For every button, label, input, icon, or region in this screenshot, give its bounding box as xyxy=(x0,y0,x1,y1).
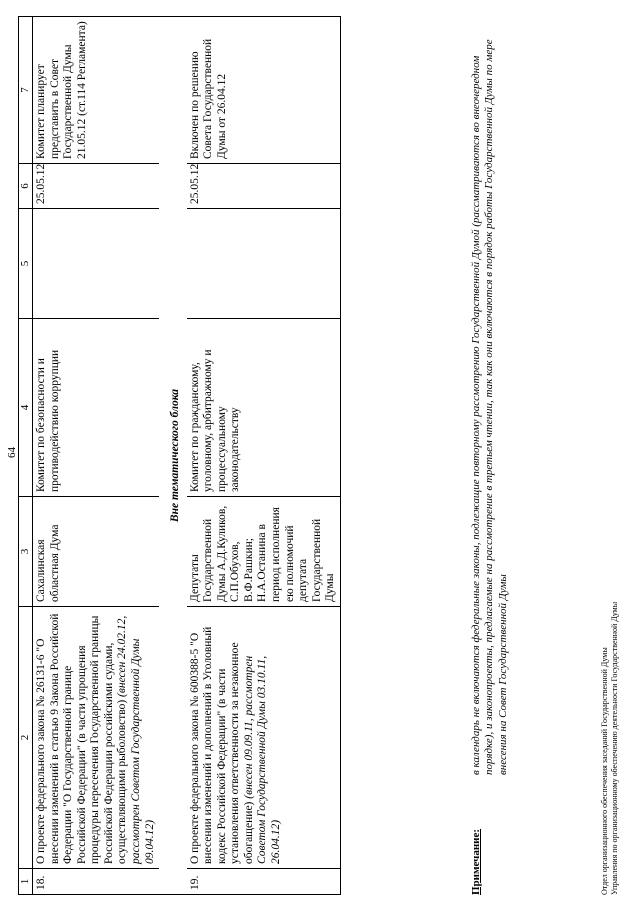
bill-cell xyxy=(33,607,160,869)
header-row xyxy=(19,17,33,895)
date-cell: 25.05.12 xyxy=(33,164,160,209)
col5-cell xyxy=(187,209,341,319)
footer-line-2: Управления по организационному обеспечению деятельности Государственной Думы xyxy=(610,601,620,895)
col-header-5: 5 xyxy=(19,209,33,319)
col5-cell xyxy=(33,209,160,319)
calendar-table xyxy=(18,16,341,895)
table-row xyxy=(187,17,341,895)
bill-title: О проекте федерального закона № 26131-6 xyxy=(35,654,47,864)
footnote-text: в календарь не включаются федеральные законы, подлежащие повторному рассмотрению Государственной Думой (рассматриваются во внеочередном порядке), и законопроекты, предлагаемые на рассмотрение в третьем чтении, так как они включаются в порядок работы Государственной Думы по мере внесения на Совет Государственной Думы xyxy=(470,39,509,775)
page-number: 64 xyxy=(6,447,18,458)
row-number: 18. xyxy=(33,869,160,895)
date-cell: 25.05.12 xyxy=(187,164,341,209)
author-cell: Депутаты Государственной Думы А.Д.Куликов, С.П.Обухов, В.Ф.Рашкин; Н.А.Останина в период исполнения ею полномочий депутата Государственной Думы xyxy=(187,497,341,607)
bill-description: "О внесении изменений в статью 9 Закона Российской Федерации "О Государственной границе Российской Федерации" (в части упрощения процедуры пересечения Государственной границы Российской Федерации российскими судами, осуществляющими рыболовство) xyxy=(35,613,129,864)
note-cell: Комитет планирует представить в Совет Государственной Думы 21.05.12 (ст.114 Регламента) xyxy=(33,17,160,164)
col-header-4: 4 xyxy=(19,319,33,497)
table-row xyxy=(33,17,160,895)
bill-cell xyxy=(187,607,341,869)
row-number: 19. xyxy=(187,869,341,895)
bill-description: "О внесении изменений и дополнений в Уголовный кодекс Российской Федерации" (в части установления ответственности за незаконное обогащение) xyxy=(188,626,255,864)
col-header-2: 2 xyxy=(19,607,33,869)
committee-cell: Комитет по безопасности и противодействию коррупции xyxy=(33,319,160,497)
bill-introduced: (внесен 09.09.11, рассмотрен Советом Государственной Думы 03.10.11, 26.04.12) xyxy=(242,655,282,864)
block-row xyxy=(159,17,187,895)
bill-title: О проекте федерального закона № 600388-5 xyxy=(188,648,201,864)
bill-introduced: (внесен 24.02.12, рассмотрен Советом Государственной Думы 09.04.12) xyxy=(116,615,156,864)
footer xyxy=(600,602,621,895)
author-cell: Сахалинская областная Дума xyxy=(33,497,160,607)
footer-line-1: Отдел организационного обеспечения заседаний Государственной Думы xyxy=(600,647,609,895)
col-header-1: 1 xyxy=(19,869,33,895)
col-header-6: 6 xyxy=(19,164,33,209)
footnote-label: Примечание: xyxy=(470,828,482,895)
col-header-7: 7 xyxy=(19,17,33,164)
committee-cell: Комитет по гражданскому, уголовному, арбитражному и процессуальному законодательству xyxy=(187,319,341,497)
col-header-3: 3 xyxy=(19,497,33,607)
block-label: Вне тематического блока xyxy=(159,17,187,895)
note-cell: Включен по решению Совета Государственной Думы от 26.04.12 xyxy=(187,17,341,164)
